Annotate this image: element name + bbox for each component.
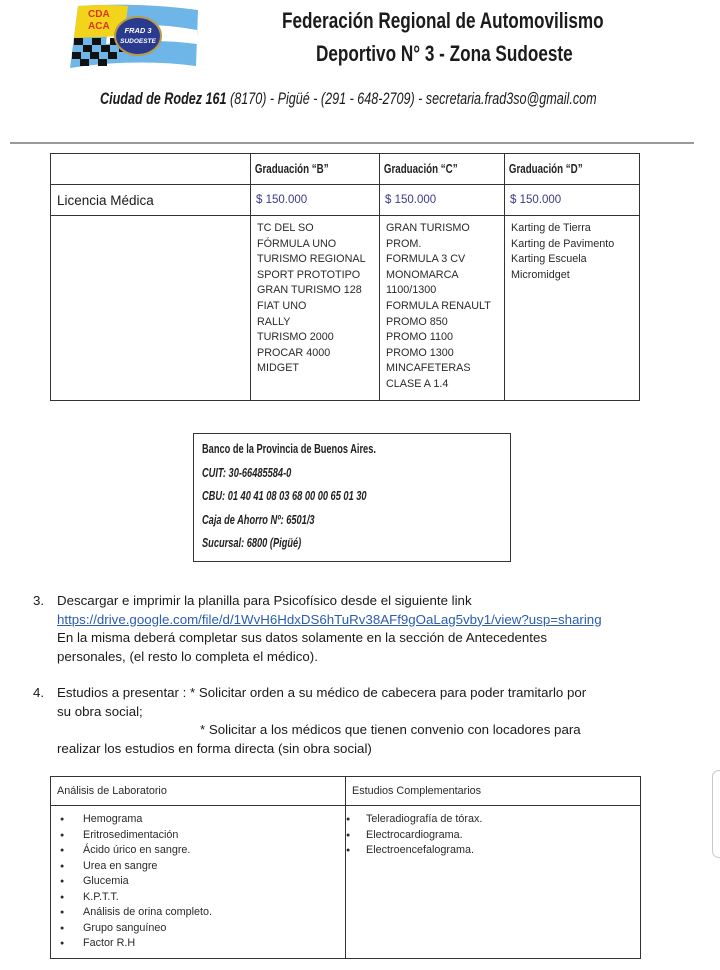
complementary-cell — [346, 806, 641, 959]
list-item: PROMO 850 — [386, 315, 448, 328]
bank-cbu: CBU: 01 40 41 08 03 68 00 00 65 01 30 — [202, 489, 367, 503]
header-complementary: Estudios Complementarios — [346, 777, 641, 806]
licence-label: Licencia Médica — [51, 185, 251, 216]
list-item: PROMO 1300 — [386, 346, 454, 359]
price-grad-b: $ 150.000 — [251, 185, 380, 216]
list-item: TURISMO 2000 — [257, 331, 334, 344]
list-item: ● Electrocardiograma. — [346, 828, 640, 844]
categories-grad-d — [505, 216, 640, 401]
licence-row — [51, 185, 640, 216]
bank-account: Caja de Ahorro Nº: 6501/3 — [202, 512, 315, 527]
list-item: PROMO 1100 — [386, 331, 454, 344]
svg-text:CDA: CDA — [88, 9, 110, 20]
list-item: CLASE A 1.4 — [386, 377, 449, 390]
list-item: Micromidget — [511, 268, 570, 281]
header-lab-analysis: Análisis de Laboratorio — [51, 777, 346, 806]
federation-title: Federación Regional de Automovilismo — [282, 8, 604, 33]
list-item: ● Grupo sanguíneo — [51, 921, 345, 937]
list-item: FORMULA 3 CV — [386, 253, 466, 266]
list-item: ● Electroencefalograma. — [346, 843, 640, 859]
list-item: RALLY — [257, 315, 291, 328]
list-item: ● Ácido úrico en sangre. — [51, 843, 345, 859]
item4-line-2: su obra social; — [57, 703, 143, 719]
list-item: ● Factor R.H — [51, 936, 345, 952]
contact-address — [100, 89, 597, 109]
studies-header-row — [51, 777, 641, 806]
list-item: MINCAFETERAS — [386, 362, 471, 375]
list-item: Karting de Pavimento — [511, 237, 615, 250]
list-item: Karting de Tierra — [511, 222, 591, 234]
street-address: Ciudad de Rodez 161 — [100, 89, 227, 108]
header-cell-grad-b: Graduación “B” — [251, 154, 380, 185]
list-item: ● Teleradiografía de tórax. — [346, 812, 640, 828]
category-list-d — [505, 216, 639, 283]
list-item: GRAN TURISMO — [386, 222, 470, 234]
list-item: TURISMO REGIONAL — [257, 253, 366, 266]
header-divider — [10, 142, 694, 144]
list-item: GRAN TURISMO 128 — [257, 284, 362, 297]
bank-name: Banco de la Provincia de Buenos Aires. — [202, 442, 376, 456]
item-number: 3. — [33, 593, 45, 608]
list-item: ● K.P.T.T. — [51, 890, 345, 906]
bank-details-box — [193, 433, 511, 562]
contact-details: (8170) - Pigüé - (291 - 648-2709) - secretaria.frad3so@gmail.com — [226, 89, 597, 108]
complementary-list — [346, 806, 640, 865]
list-item: ● Hemograma — [51, 812, 345, 828]
list-item: ● Eritrosedimentación — [51, 828, 345, 844]
header-cell-grad-d: Graduación “D” — [505, 154, 640, 185]
item4-line-4: realizar los estudios en forma directa (sin obra social) — [57, 740, 372, 756]
item-number: 4. — [33, 685, 45, 700]
bank-cuit: CUIT: 30-66485584-0 — [202, 465, 292, 480]
list-item: FORMULA RENAULT — [386, 299, 491, 312]
list-item: FÓRMULA UNO — [257, 237, 337, 250]
list-item: TC DEL SO — [257, 222, 314, 234]
categories-row — [51, 216, 640, 401]
list-item: PROM. — [386, 237, 422, 250]
header-cell-grad-c: Graduación “C” — [380, 154, 505, 185]
svg-text:ACA: ACA — [88, 21, 110, 32]
table-header-row — [51, 154, 640, 185]
category-list-c — [380, 216, 504, 393]
list-item: ● Análisis de orina completo. — [51, 905, 345, 921]
item4-line-3: * Solicitar a los médicos que tienen convenio con locadores para — [200, 722, 581, 738]
studies-list-row — [51, 806, 641, 959]
graduation-table — [50, 153, 640, 401]
price-grad-c: $ 150.000 — [380, 185, 505, 216]
list-item: MIDGET — [257, 362, 299, 375]
psychophysical-form-link[interactable]: https://drive.google.com/file/d/1WvH6HdxDS6hTuRv38AFf9gOaLag5vby1/view?usp=sharing — [57, 611, 602, 627]
instruction-item-4 — [33, 684, 586, 758]
list-item: ● Glucemia — [51, 874, 345, 890]
lab-analysis-cell — [51, 806, 346, 959]
federation-logo — [68, 2, 204, 70]
bank-branch: Sucursal: 6800 (Pigüé) — [202, 536, 302, 550]
studies-table — [50, 776, 641, 959]
list-item: ● Urea en sangre — [51, 859, 345, 875]
categories-grad-b — [251, 216, 380, 401]
list-item: MONOMARCA — [386, 268, 459, 281]
federation-subtitle: Deportivo N° 3 - Zona Sudoeste — [316, 41, 573, 66]
instruction-item-3 — [33, 592, 602, 666]
list-item: Karting Escuela — [511, 253, 587, 266]
list-item: PROCAR 4000 — [257, 346, 331, 359]
list-item: FIAT UNO — [257, 299, 307, 312]
item3-line-1: Descargar e imprimir la planilla para Psicofísico desde el siguiente link — [57, 593, 472, 608]
list-item: SPORT PROTOTIPO — [257, 268, 361, 281]
svg-text:FRAD 3: FRAD 3 — [124, 26, 152, 35]
svg-text:SUDOESTE: SUDOESTE — [120, 38, 156, 45]
scrollbar-edge[interactable] — [712, 770, 720, 858]
categories-empty-cell — [51, 216, 251, 401]
categories-grad-c — [380, 216, 505, 401]
item3-line-4: personales, (el resto lo completa el médico). — [57, 648, 318, 664]
header-cell-empty — [51, 154, 251, 185]
item4-line-1: Estudios a presentar : * Solicitar orden a su médico de cabecera para poder tramitarlo por — [57, 685, 587, 700]
list-item: 1100/1300 — [386, 284, 437, 297]
item3-line-3: En la misma deberá completar sus datos solamente en la sección de Antecedentes — [57, 630, 548, 646]
category-list-b — [251, 216, 379, 377]
lab-analysis-list — [51, 806, 345, 958]
price-grad-d: $ 150.000 — [505, 185, 640, 216]
